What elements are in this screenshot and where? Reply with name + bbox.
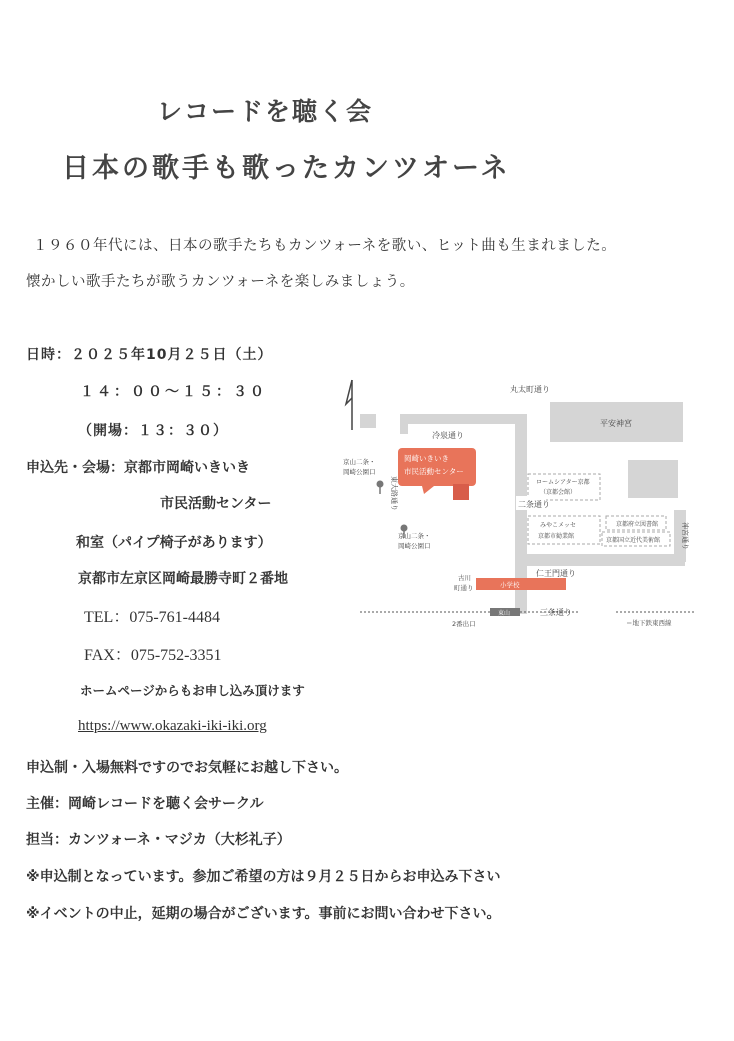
map-label-miyako-2: 京都市勧業館 [538, 533, 575, 540]
map-label-station: 東山 [498, 610, 511, 617]
map-label-subway: ＝地下鉄東西線 [626, 619, 672, 627]
intro-line2: 懐かしい歌手たちが歌うカンツォーネを楽しみましょう。 [26, 274, 415, 290]
map-label-library: 京都府立図書館 [616, 521, 659, 528]
event-open-time: （開場：１３：３０） [78, 423, 228, 439]
map-label-higashioji: 東大路通り [390, 476, 398, 511]
map-label-niomon: 仁王門通り [536, 569, 576, 578]
web-note: ホームページからもお申し込み頂けます [80, 683, 305, 698]
map-school [476, 578, 566, 590]
map-road-niomon [515, 554, 685, 566]
registration-note: ※申込制となっています。参加ご希望の方は９月２５日からお申込み下さい [26, 869, 501, 885]
map-label-stop-bottom-2: 岡崎公園口 [398, 542, 431, 550]
map-label-nijo: 二条通り [518, 500, 550, 509]
map-label-school: 小学校 [500, 581, 520, 589]
map-label-furukawa-2: 町通り [454, 584, 474, 592]
map-label-rohm-2: （京都会館） [540, 489, 577, 496]
map-label-rohm-1: ロームシアター京都 [536, 479, 590, 486]
bus-stop-icon [377, 481, 384, 495]
map-label-reizei: 冷泉通り [432, 431, 464, 440]
map-center-building [453, 484, 469, 500]
map-label-stop-top-2: 岡崎公園口 [343, 468, 376, 476]
map-label-heian-jingu: 平安神宮 [600, 419, 632, 428]
map-label-furukawa-1: 古川 [458, 574, 471, 582]
map-block [400, 414, 408, 434]
venue-line2: 市民活動センター [160, 496, 272, 512]
map-label-center-1: 岡崎いきいき [404, 454, 449, 463]
map-block [360, 414, 376, 428]
map-label-stop-top-1: 京山二条・ [343, 458, 376, 466]
map-label-sanjo: 三条通り [540, 608, 572, 617]
organizer: 主催：岡崎レコードを聴く会サークル [26, 796, 264, 812]
map-label-jingu-michi: 神宮通り [681, 522, 689, 550]
event-time: １４：００〜１５：３０ [80, 384, 267, 400]
intro-line1: １９６０年代には、日本の歌手たちもカンツォーネを歌い、ヒット曲も生まれました。 [33, 238, 617, 254]
website-link[interactable]: https://www.okazaki-iki-iki.org [78, 718, 267, 734]
title-line1: レコードを聴く会 [157, 97, 374, 126]
map-road-reizei [400, 414, 515, 424]
venue-line1: 申込先・会場：京都市岡崎いきいき [26, 460, 250, 476]
title-line2: 日本の歌手も歌ったカンツオーネ [62, 153, 511, 184]
tel-number: TEL：075-761-4484 [84, 609, 220, 626]
contact-person: 担当：カンツォーネ・マジカ（大杉礼子） [26, 832, 291, 848]
map-label-miyako-1: みやこメッセ [540, 522, 577, 529]
map-label-exit: 2番出口 [452, 620, 476, 628]
map-block [628, 460, 678, 498]
event-date: 日時：２０２５年10月２５日（土） [26, 347, 273, 363]
venue-address: 京都市左京区岡崎最勝寺町２番地 [78, 571, 288, 587]
map-label-museum: 京都国立近代美術館 [606, 537, 661, 544]
fax-number: FAX：075-752-3351 [84, 647, 222, 664]
map-label-marutamachi: 丸太町通り [510, 385, 550, 394]
cancellation-note: ※イベントの中止，延期の場合がございます。事前にお問い合わせ下さい。 [26, 906, 501, 922]
venue-room: 和室（パイプ椅子があります） [76, 535, 272, 551]
north-arrow-icon [346, 380, 352, 430]
access-map [340, 374, 700, 634]
map-label-stop-bottom-1: 京山二条・ [398, 532, 431, 540]
map-label-center-2: 市民活動センター [404, 467, 464, 476]
free-admission-note: 申込制・入場無料ですのでお気軽にお越し下さい。 [26, 760, 348, 776]
